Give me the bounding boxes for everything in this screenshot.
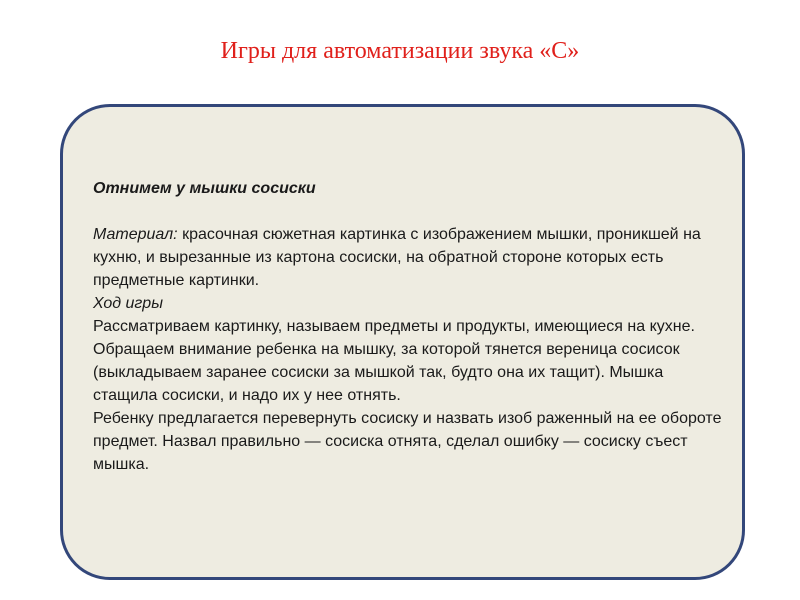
procedure-paragraph-1: Рассматриваем картинку, называем предметы и продукты, имеющиеся на кухне. Обращаем внимание ребенка на мышку, за которой тянется вереница сосисок (выкладываем заранее сосиски за мышкой так, будто она их тащит). Мышка стащила сосиски, и надо их у нее отнять. [93, 318, 695, 404]
procedure-paragraph-2: Ребенку предлагается перевернуть сосиску и назвать изоб раженный на ее обороте предмет. Назвал правильно — сосиска отнята, сделал ошибку — сосиску съест мышка. [93, 410, 722, 473]
material-paragraph [93, 223, 723, 292]
content-card [60, 104, 745, 580]
game-heading: Отнимем у мышки сосиски [93, 180, 316, 197]
material-label: Материал: [93, 226, 178, 243]
procedure-label: Ход игры [93, 295, 163, 312]
card-content [93, 177, 723, 476]
material-text: красочная сюжетная картинка с изображением мышки, проникшей на кухню, и вырезанные из картона сосиски, на обратной стороне которых есть предметные картинки. [93, 226, 701, 289]
slide-title: Игры для автоматизации звука «С» [220, 38, 580, 64]
